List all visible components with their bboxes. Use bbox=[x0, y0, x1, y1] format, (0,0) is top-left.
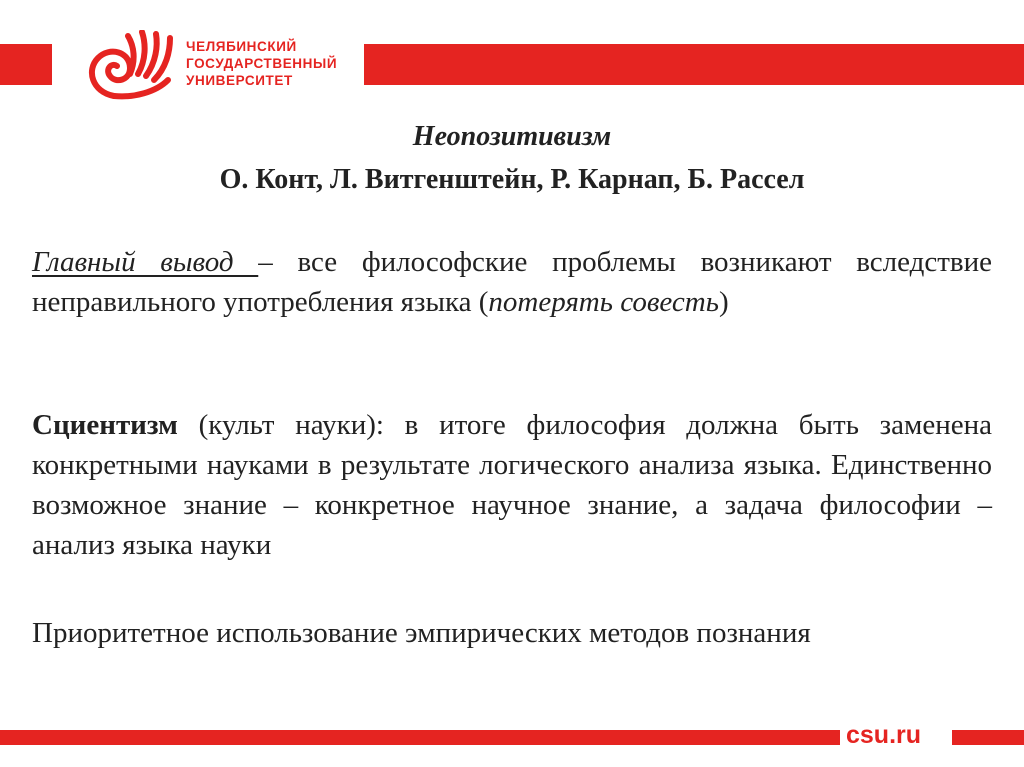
main-conclusion-text: – все философские проблемы возникают вследствие неправильного употребления языка ( bbox=[32, 246, 993, 318]
university-spiral-logo-icon bbox=[84, 30, 178, 100]
paragraph-main-conclusion bbox=[32, 242, 992, 322]
main-conclusion-lead: Главный вывод bbox=[32, 246, 259, 278]
university-name-line-1: ЧЕЛЯБИНСКИЙ bbox=[186, 39, 297, 54]
slide-title: Неопозитивизм bbox=[412, 121, 612, 152]
slide-subtitle: О. Конт, Л. Витгенштейн, Р. Карнап, Б. Рассел bbox=[219, 164, 805, 195]
site-url: csu.ru bbox=[846, 721, 922, 749]
main-conclusion-italic: потерять совесть bbox=[488, 286, 719, 318]
header-bar-right bbox=[364, 44, 1024, 85]
paragraph-empirical-methods: Приоритетное использование эмпирических методов познания bbox=[32, 617, 811, 649]
scientism-text: (культ науки): в итоге философия должна быть заменена конкретными науками в результате логического анализа языка. Единственно возможное знание – конкретное научное знание, а задача философии – анализ языка науки bbox=[32, 409, 992, 561]
scientism-term: Сциентизм bbox=[32, 409, 178, 441]
university-name-line-3: УНИВЕРСИТЕТ bbox=[186, 73, 293, 88]
paragraph-scientism bbox=[32, 405, 992, 565]
main-conclusion-close: ) bbox=[718, 286, 729, 318]
footer-bar-left bbox=[0, 730, 840, 745]
university-name-line-2: ГОСУДАРСТВЕННЫЙ bbox=[186, 56, 338, 71]
header-bar-left bbox=[0, 44, 52, 85]
footer-bar-right bbox=[952, 730, 1024, 745]
university-name bbox=[186, 38, 337, 89]
